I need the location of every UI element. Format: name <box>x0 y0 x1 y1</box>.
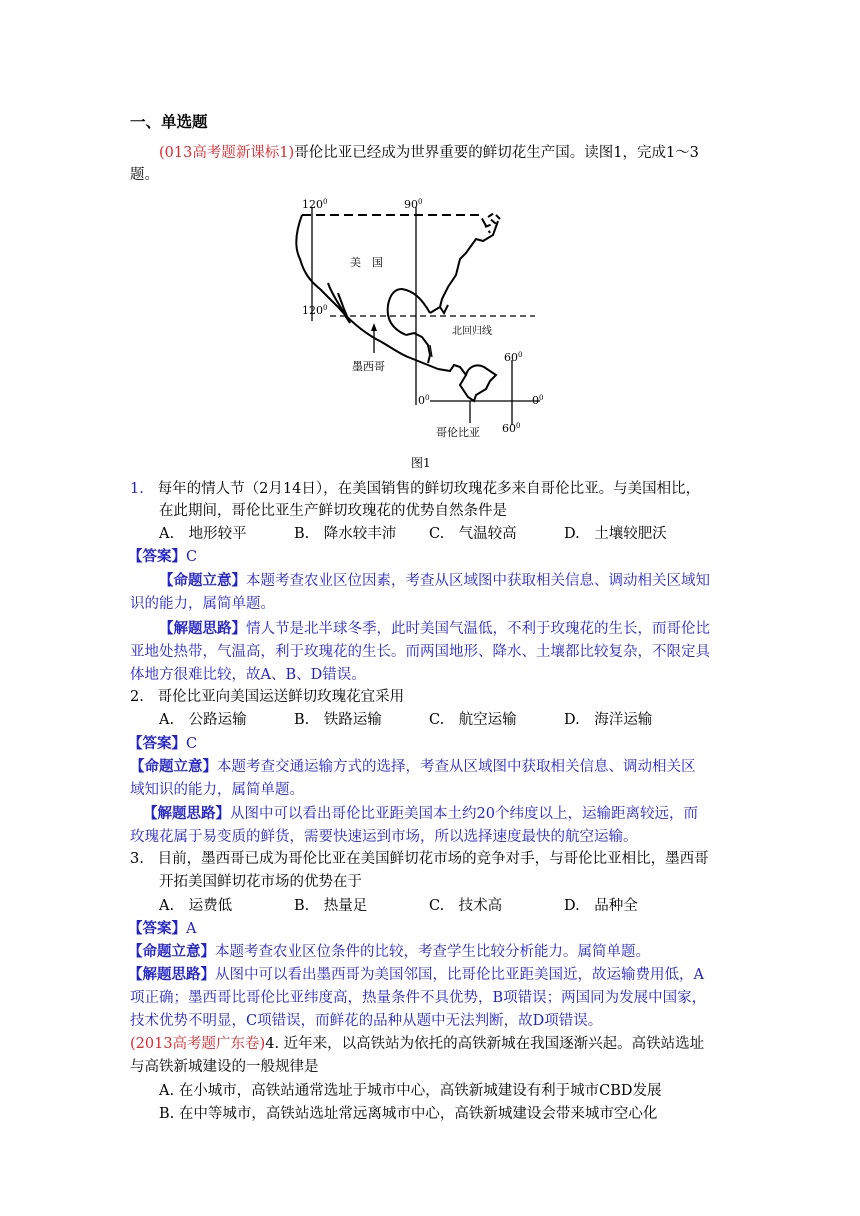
q3-answer-tag: 【答案】 <box>128 920 186 937</box>
q3-answer <box>128 918 196 940</box>
label-90-top: $90^0$ <box>404 198 423 211</box>
gulf-coast <box>388 289 430 335</box>
q3-option-b: B. 热量足 <box>294 898 368 914</box>
q2-option-a: A. 公路运输 <box>159 712 247 728</box>
q1-idea-2: 亚地处热带，气温高，利于玫瑰花的生长。而两国地形、降水、土壤都比较复杂，不限定具 <box>130 644 710 660</box>
q3-stem-1 <box>130 848 709 870</box>
q1-stem-text-1: 每年的情人节（2月14日），在美国销售的鲜切玫瑰花多来自哥伦比亚。与美国相比， <box>157 481 701 497</box>
intro-source: (013高考题新课标1) <box>159 145 295 161</box>
q1-option-b: B. 降水较丰沛 <box>294 526 397 542</box>
q2-option-b: B. 铁路运输 <box>294 712 382 728</box>
q2-intent-text-1: 本题考查交通运输方式的选择，考查从区域图中获取相关信息、调动相关区 <box>217 759 696 775</box>
q2-answer-tag: 【答案】 <box>128 735 186 752</box>
q1-stem-1 <box>130 478 700 500</box>
q1-idea-tag: 【解题思路】 <box>159 620 246 637</box>
q1-intent-1 <box>159 570 710 592</box>
q3-idea-1 <box>128 964 704 986</box>
q3-idea-3: 技术优势不明显，C项错误，而鲜花的品种从题中无法判断，故D项错误。 <box>130 1013 603 1029</box>
q2-options <box>159 709 652 731</box>
q3-intent-tag: 【命题立意】 <box>128 943 215 960</box>
q3-intent-text-1: 本题考查农业区位条件的比较，考查学生比较分析能力。属简单题。 <box>215 944 650 960</box>
label-60-lower: $60^0$ <box>502 422 521 435</box>
q4-stem-2: 与高铁新城建设的一般规律是 <box>130 1059 319 1075</box>
q4-option-a: A. 在小城市，高铁站通常选址于城市中心，高铁新城建设有利于城市CBD发展 <box>159 1083 662 1099</box>
q1-number: 1. <box>130 481 144 497</box>
label-0-left: $0^0$ <box>418 394 430 407</box>
q3-stem-2: 开拓美国鲜切花市场的优势在于 <box>159 874 362 890</box>
q1-answer-value: C <box>186 549 198 565</box>
coast-northeast <box>485 213 500 227</box>
q3-option-d: D. 品种全 <box>564 898 638 914</box>
q2-option-d: D. 海洋运输 <box>564 712 653 728</box>
q1-options <box>159 523 667 545</box>
q3-option-a: A. 运费低 <box>159 898 233 914</box>
q3-options <box>159 895 638 917</box>
q1-option-d: D. 土壤较肥沃 <box>564 526 667 542</box>
label-120-left: $120^0$ <box>302 304 328 317</box>
q2-intent-2: 域知识的能力，属简单题。 <box>130 782 304 798</box>
q2-idea-text-1: 从图中可以看出哥伦比亚距美国本土约20个纬度以上，运输距离较远，而 <box>230 806 698 822</box>
q2-intent-1 <box>130 756 696 778</box>
q4-stem-text-1: 4. 近年来，以高铁站为依托的高铁新城在我国逐渐兴起。高铁站选址 <box>265 1036 705 1052</box>
q1-option-c: C. 气温较高 <box>429 526 517 542</box>
q2-stem-1 <box>130 686 404 708</box>
q4-option-b: B. 在中等城市，高铁站选址常远离城市中心，高铁新城建设会带来城市空心化 <box>159 1106 658 1122</box>
label-0-right: $0^0$ <box>532 394 544 407</box>
q3-idea-tag: 【解题思路】 <box>128 966 215 983</box>
q3-number: 3. <box>130 851 144 867</box>
q4-stem-1 <box>130 1033 704 1055</box>
mexico-arrowhead <box>371 323 377 331</box>
q1-idea-3: 体地方很难比较，故A、B、D错误。 <box>130 667 366 683</box>
q1-intent-tag: 【命题立意】 <box>159 572 246 589</box>
q3-idea-text-1: 从图中可以看出墨西哥为美国邻国，比哥伦比亚距美国近，故运输费用低，A <box>215 967 704 983</box>
q2-answer-value: C <box>186 736 198 752</box>
section-title: 一、单选题 <box>130 112 208 131</box>
q2-stem-text-1: 哥伦比亚向美国运送鲜切玫瑰花宜采用 <box>157 689 405 705</box>
label-mexico: 墨西哥 <box>352 360 385 373</box>
q2-idea-2: 玫瑰花属于易变质的鲜货，需要快速运到市场，所以选择速度最快的航空运输。 <box>130 829 638 845</box>
q2-number: 2. <box>130 689 144 705</box>
q1-idea-text-1: 情人节是北半球冬季，此时美国气温低，不利于玫瑰花的生长，而哥伦比 <box>246 621 710 637</box>
central-america <box>438 365 466 375</box>
q1-option-a: A. 地形较平 <box>159 526 247 542</box>
q2-answer <box>128 733 197 755</box>
q3-stem-text-1: 目前，墨西哥已成为哥伦比亚在美国鲜切花市场的竞争对手，与哥伦比亚相比，墨西哥 <box>157 851 709 867</box>
q1-stem-2: 在此期间，哥伦比亚生产鲜切玫瑰花的优势自然条件是 <box>159 503 507 519</box>
label-colombia: 哥伦比亚 <box>436 426 480 439</box>
south-america <box>460 365 496 401</box>
q3-answer-value: A <box>186 921 197 937</box>
us-east-coast <box>430 221 498 313</box>
intro-text-1: 哥伦比亚已经成为世界重要的鲜切花生产国。读图1，完成1～3 <box>294 145 699 161</box>
q1-answer-tag: 【答案】 <box>128 548 186 565</box>
label-tropic: 北回归线 <box>452 326 492 337</box>
q1-intent-2: 识的能力，属简单题。 <box>130 596 275 612</box>
map-figure <box>290 195 550 445</box>
q1-intent-text-1: 本题考查农业区位因素，考查从区域图中获取相关信息、调动相关区域知 <box>246 573 710 589</box>
q4-source: (2013高考题广东卷) <box>130 1036 266 1052</box>
intro-line-1 <box>159 142 699 164</box>
intro-text-2: 题。 <box>130 167 159 183</box>
q3-option-c: C. 技术高 <box>429 898 503 914</box>
q2-intent-tag: 【命题立意】 <box>130 758 217 775</box>
label-60-upper: $60^0$ <box>504 351 523 364</box>
q3-intent-1 <box>128 941 650 963</box>
q3-idea-2: 项正确；墨西哥比哥伦比亚纬度高，热量条件不具优势，B项错误；两国同为发展中国家， <box>130 990 707 1006</box>
q1-idea-1 <box>159 618 710 640</box>
label-120-top: $120^0$ <box>302 198 328 211</box>
q2-option-c: C. 航空运输 <box>429 712 517 728</box>
q2-idea-1 <box>143 803 698 825</box>
figure-caption: 图1 <box>411 456 431 470</box>
q1-answer <box>128 546 197 568</box>
q2-idea-tag: 【解题思路】 <box>143 805 230 822</box>
label-usa: 美 国 <box>350 256 383 269</box>
us-canada-border <box>302 215 490 233</box>
